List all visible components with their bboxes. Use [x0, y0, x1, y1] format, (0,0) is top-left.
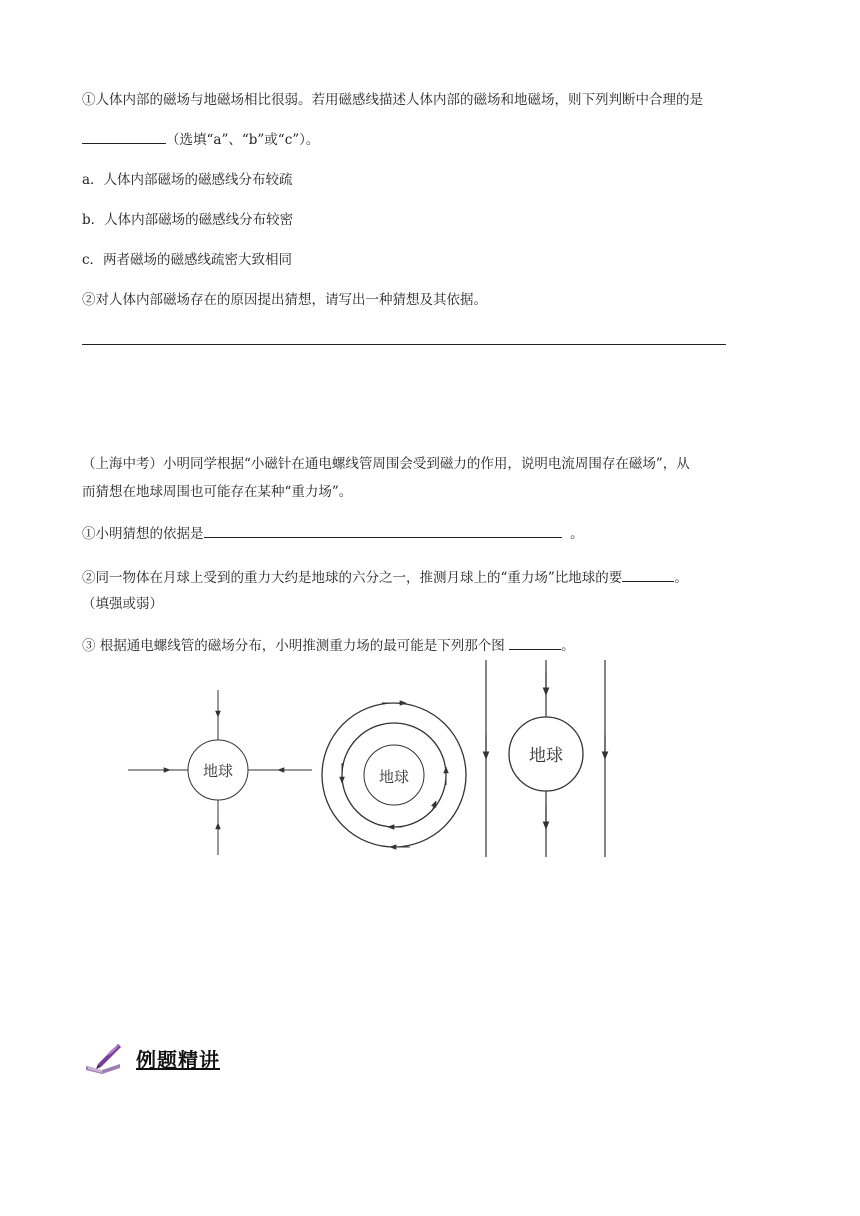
q1-stem-line2: （选填“a”、“b”或“c”）。 — [82, 128, 319, 148]
q2-intro-line1: （上海中考）小明同学根据“小磁针在通电螺线管周围会受到磁力的作用，说明电流周围存在磁场”，从 — [82, 456, 690, 472]
q1-stem-line1: ①人体内部的磁场与地磁场相比很弱。若用磁感线描述人体内部的磁场和地磁场，则下列判断中合理的是 — [82, 92, 703, 108]
answer-blank[interactable] — [82, 129, 166, 144]
q1-sub2: ②对人体内部磁场存在的原因提出猜想，请写出一种猜想及其依据。 — [82, 292, 487, 308]
q1-option-b: b．人体内部磁场的磁感线分布较密 — [82, 212, 294, 228]
q2-sub1: ①小明猜想的依据是 。 — [82, 522, 584, 542]
pen-book-icon — [84, 1040, 124, 1076]
section-header — [84, 1040, 220, 1076]
answer-blank[interactable] — [509, 635, 561, 650]
answer-blank[interactable] — [622, 567, 674, 582]
q2-sub2: ②同一物体在月球上受到的重力大约是地球的六分之一，推测月球上的“重力场”比地球的要 。 — [82, 566, 688, 586]
gravity-field-diagrams — [120, 655, 620, 865]
earth-label-3: 地球 — [529, 746, 563, 766]
q2-intro-line2: 而猜想在地球周围也可能存在某种“重力场”。 — [82, 484, 353, 500]
earth-label-2: 地球 — [378, 768, 410, 786]
q1-option-c: c．两者磁场的磁感线疏密大致相同 — [82, 252, 293, 268]
answer-blank[interactable] — [204, 523, 562, 538]
q2-sub2-hint: （填强或弱） — [82, 596, 163, 612]
earth-label-1: 地球 — [202, 762, 234, 780]
q2-sub3: ③ 根据通电螺线管的磁场分布，小明推测重力场的最可能是下列那个图 。 — [82, 634, 575, 654]
section-title: 例题精讲 — [136, 1047, 220, 1072]
q1-option-a: a．人体内部磁场的磁感线分布较疏 — [82, 172, 293, 188]
answer-line[interactable] — [82, 344, 726, 345]
